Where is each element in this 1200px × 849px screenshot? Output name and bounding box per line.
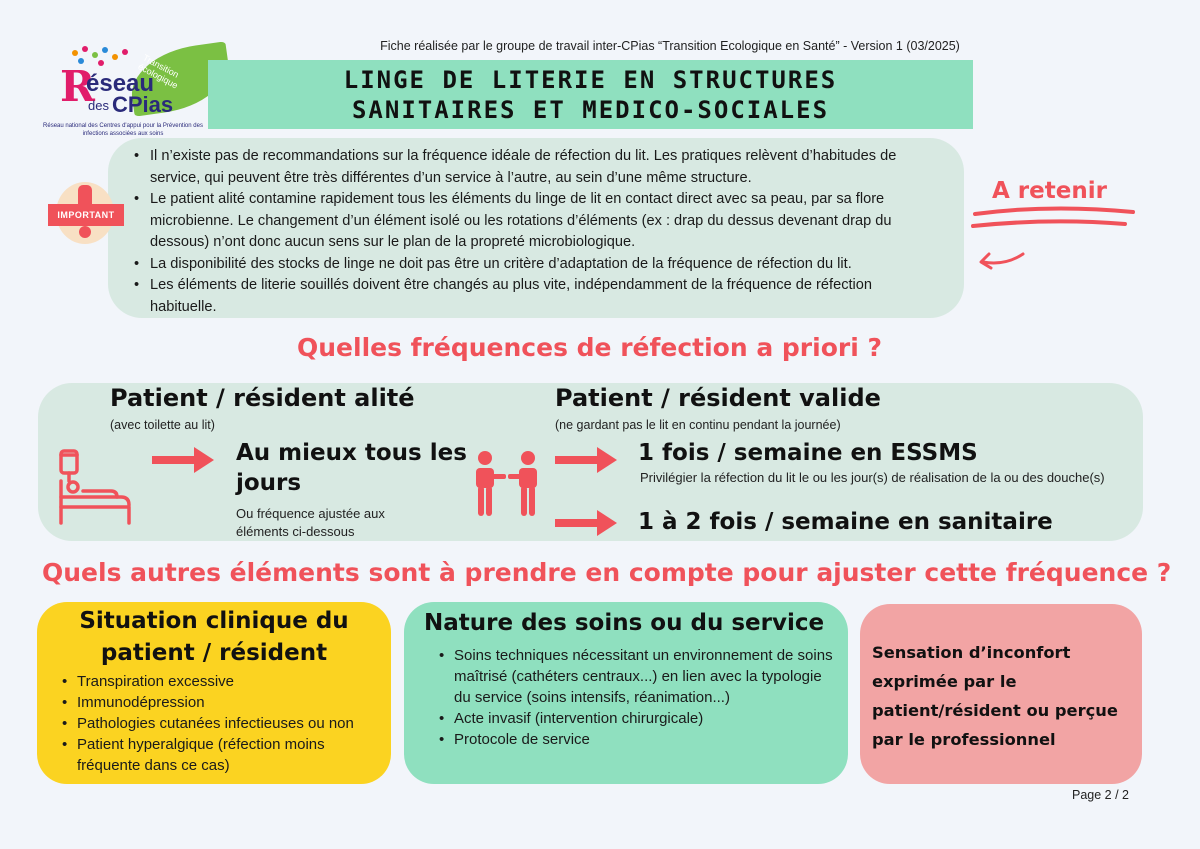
important-icon — [48, 182, 128, 252]
alite-result-line1: Au mieux tous les — [236, 440, 467, 466]
list-item: • Soins techniques nécessitant un environnement de soins maîtrisé (cathéters centraux...) en lien avec la typologie du service (soins intensifs, réanimation...) — [454, 645, 834, 708]
scribble-arrow-icon — [965, 202, 1140, 282]
discomfort-line1: Sensation d’inconfort — [872, 643, 1071, 662]
clinical-title-line1: Situation clinique du — [79, 608, 349, 634]
important-list — [150, 146, 942, 318]
logo-cpias: CPias — [112, 92, 174, 117]
bed-patient-icon — [55, 447, 135, 527]
valide-subtitle: (ne gardant pas le lit en continu pendant la journée) — [555, 418, 841, 432]
arrow-right-icon — [150, 445, 216, 475]
factors-heading: Quels autres éléments sont à prendre en compte pour ajuster cette fréquence ? — [42, 558, 1172, 587]
valide-essms: 1 fois / semaine en ESSMS — [638, 440, 978, 466]
alite-result-line2: jours — [236, 470, 302, 496]
retenir-label: A retenir — [992, 178, 1107, 204]
care-list — [454, 645, 834, 750]
discomfort-line4: par le professionnel — [872, 730, 1056, 749]
important-item: • Il n’existe pas de recommandations sur la fréquence idéale de réfection du lit. Les pratiques relèvent d’habitudes de service, qui peuvent être très différentes d’un service à l’autre, au sein d’une même structure. — [150, 146, 942, 189]
header-note: Fiche réalisée par le groupe de travail inter-CPias “Transition Ecologique en Santé” - Version 1 (03/2025) — [380, 39, 960, 53]
logo-leaf-text: Transition écologique — [136, 52, 181, 91]
list-item: • Patient hyperalgique (réfection moins fréquente dans ce cas) — [77, 734, 379, 776]
logo-r: R — [60, 62, 95, 111]
important-item: • Le patient alité contamine rapidement tous les éléments du linge de lit en contact direct avec sa peau, par sa flore microbienne. Le changement d’un élément isolé ou les rotations d’éléments (ex : drap du dessus devenant drap du dessous) n’ont donc aucun sens sur le plan de la propreté microbiologique. — [150, 189, 942, 254]
logo-subtitle: Réseau national des Centres d'appui pour la Prévention des infections associées aux soins — [43, 123, 203, 137]
valide-essms-note: Privilégier la réfection du lit le ou les jour(s) de réalisation de la ou des douche(s) — [640, 470, 1105, 485]
standing-people-icon — [470, 450, 542, 518]
important-item: • La disponibilité des stocks de linge ne doit pas être un critère d’adaptation de la fréquence de réfection du lit. — [150, 254, 942, 276]
page-number: Page 2 / 2 — [1072, 788, 1129, 802]
logo-des: des — [88, 98, 109, 113]
clinical-list — [77, 671, 379, 776]
page-title-line2: SANITAIRES ET MEDICO-SOCIALES — [351, 96, 830, 124]
list-item: • Pathologies cutanées infectieuses ou non — [77, 713, 379, 734]
list-item: • Acte invasif (intervention chirurgicale) — [454, 708, 834, 729]
alite-note: Ou fréquence ajustée aux éléments ci-dessous — [236, 506, 385, 539]
arrow-right-icon — [553, 445, 619, 475]
list-item: • Transpiration excessive — [77, 671, 379, 692]
title-banner — [208, 60, 973, 129]
clinical-title-line2: patient / résident — [100, 640, 328, 666]
discomfort-line3: patient/résident ou perçue — [872, 701, 1118, 720]
care-nature-box — [404, 602, 848, 784]
important-label: IMPORTANT — [48, 204, 124, 226]
discomfort-line2: exprimée par le — [872, 672, 1017, 691]
reseau-cpias-logo — [43, 44, 203, 137]
logo-reseau: éseau — [86, 70, 155, 97]
alite-subtitle: (avec toilette au lit) — [110, 418, 215, 432]
care-title: Nature des soins ou du service — [424, 610, 825, 636]
frequency-heading: Quelles fréquences de réfection a priori ? — [297, 333, 882, 362]
alite-title: Patient / résident alité — [110, 384, 415, 412]
list-item: • Immunodépression — [77, 692, 379, 713]
discomfort-box — [860, 604, 1142, 784]
list-item: • Protocole de service — [454, 729, 834, 750]
clinical-situation-box — [37, 602, 391, 784]
page-title-line1: LINGE DE LITERIE EN STRUCTURES — [343, 66, 838, 94]
arrow-right-icon — [553, 508, 619, 538]
valide-sanitaire: 1 à 2 fois / semaine en sanitaire — [638, 509, 1053, 535]
important-item: • Les éléments de literie souillés doivent être changés au plus vite, indépendamment de la fréquence de réfection habituelle. — [150, 275, 942, 318]
valide-title: Patient / résident valide — [555, 384, 881, 412]
important-box — [108, 138, 964, 318]
